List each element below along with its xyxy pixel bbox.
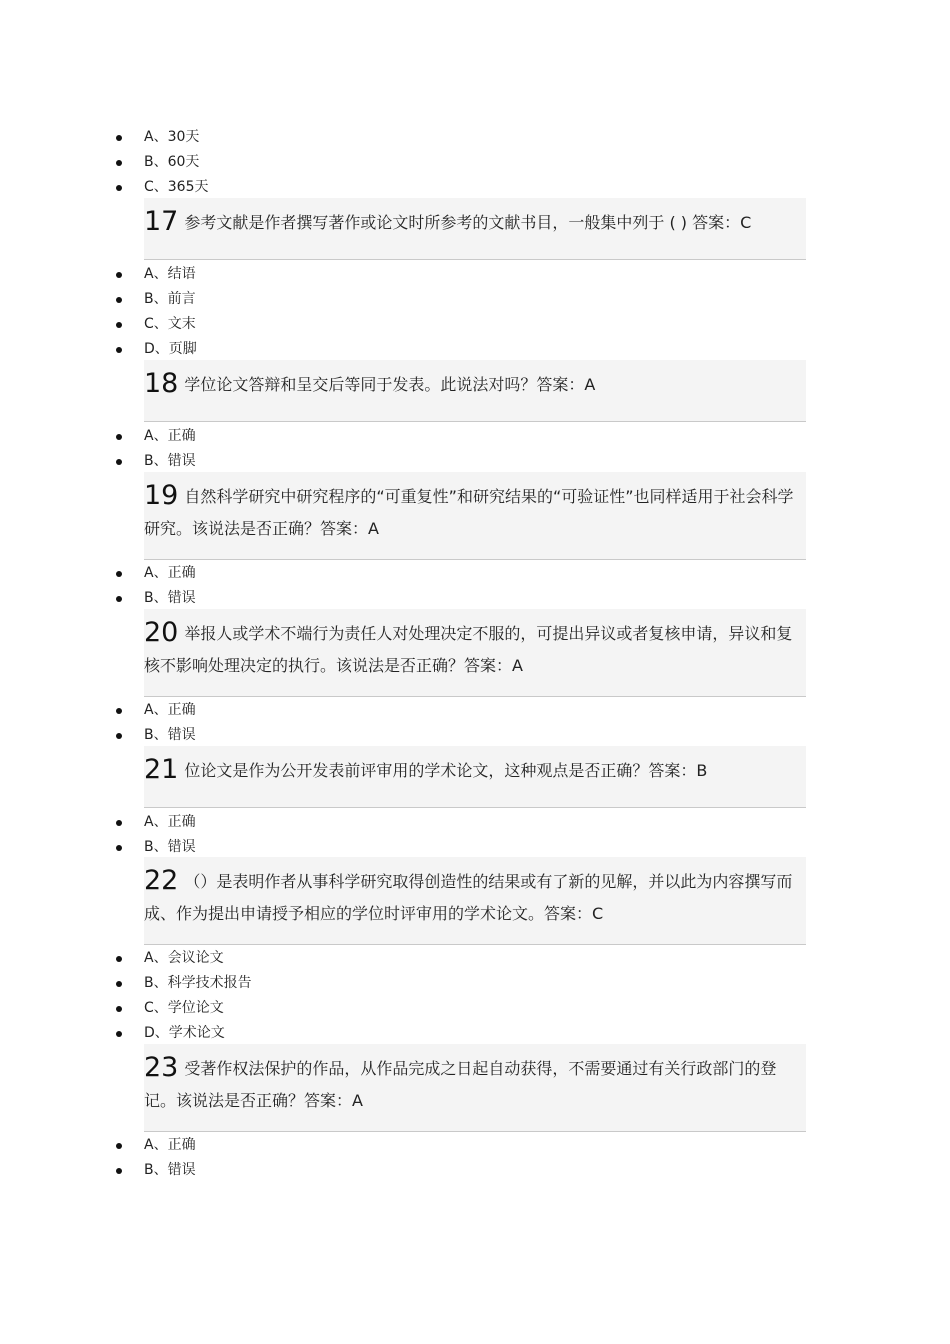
bullet-icon [116, 322, 122, 328]
document-page: A、30天 B、60天 C、365天 17 参考文献是作者撰写著作或论文时所参考的文献书目，一般集中列于 ( ) 答案：C A、结语 B、前言 C、文末 D、页脚 18 学位论文答辩和呈交后等同于发表。此说法对吗？答案：A A、正确 B、错误 19 自然科学研究中研究程序的“可重复性”和研究结果的“可验证性”也同样适用于社会科学研究。该说法是否正确？答案：A A、正确 B、错误 20 举报人或学术不端行为责任人对处理决定不服的，可提出异议或者复核申请，异议和复核不影响处理决定的执行。该说法是否正确？答案：A A、正确 B、错误 21 位论文是作为公开发表前评审用的学术论文，这种观点是否正确？答案：B A、正确 B、错误 22 （）是表明作者从事科学研究取得创造性的结果或有了新的见解，并以此为内容撰写而成、作为提出申请授予相应的学位时评审用的学术论文。答案：C A、会议论文 B、科学技术报告 C、学位论文 D、学术论文 23 受著作权法保护的作品，从作品完成之日起自动获得，不需要通过有关行政部门的登记。该说法是否正确？答案：A A、正确 B、错误 [0, 0, 950, 1344]
question-18 [144, 360, 806, 422]
question-text: 17 参考文献是作者撰写著作或论文时所参考的文献书目，一般集中列于 ( ) 答案：C [144, 206, 752, 237]
bullet-icon [116, 459, 122, 465]
bullet-icon [116, 1031, 122, 1037]
bullet-icon [116, 708, 122, 714]
question-number: 22 [144, 865, 179, 896]
bullet-icon [116, 347, 122, 353]
bullet-icon [116, 1168, 122, 1174]
bullet-icon [116, 135, 122, 141]
bullet-icon [116, 733, 122, 739]
question-number: 21 [144, 754, 179, 785]
bullet-icon [116, 571, 122, 577]
question-text: 19 自然科学研究中研究程序的“可重复性”和研究结果的“可验证性”也同样适用于社会科学研究。该说法是否正确？答案：A [144, 480, 794, 538]
bullet-icon [116, 272, 122, 278]
bullet-icon [116, 596, 122, 602]
question-number: 18 [144, 368, 179, 399]
question-number: 17 [144, 206, 179, 237]
question-number: 20 [144, 617, 179, 648]
bullet-icon [116, 820, 122, 826]
question-19 [144, 472, 806, 560]
question-20 [144, 609, 806, 697]
question-21 [144, 746, 806, 808]
question-text: 23 受著作权法保护的作品，从作品完成之日起自动获得，不需要通过有关行政部门的登记。该说法是否正确？答案：A [144, 1052, 777, 1110]
question-23 [144, 1044, 806, 1132]
question-text: 18 学位论文答辩和呈交后等同于发表。此说法对吗？答案：A [144, 368, 596, 399]
question-17 [144, 198, 806, 260]
question-number: 23 [144, 1052, 179, 1083]
question-text: 22 （）是表明作者从事科学研究取得创造性的结果或有了新的见解，并以此为内容撰写而成、作为提出申请授予相应的学位时评审用的学术论文。答案：C [144, 865, 793, 923]
bullet-icon [116, 185, 122, 191]
question-number: 19 [144, 480, 179, 511]
question-text: 21 位论文是作为公开发表前评审用的学术论文，这种观点是否正确？答案：B [144, 754, 708, 785]
bullet-icon [116, 981, 122, 987]
bullet-icon [116, 434, 122, 440]
bullet-icon [116, 1143, 122, 1149]
bullet-icon [116, 160, 122, 166]
question-text: 20 举报人或学术不端行为责任人对处理决定不服的，可提出异议或者复核申请，异议和复核不影响处理决定的执行。该说法是否正确？答案：A [144, 617, 793, 675]
bullet-icon [116, 956, 122, 962]
bullet-icon [116, 1006, 122, 1012]
bullet-icon [116, 297, 122, 303]
bullet-icon [116, 845, 122, 851]
question-22 [144, 857, 806, 945]
